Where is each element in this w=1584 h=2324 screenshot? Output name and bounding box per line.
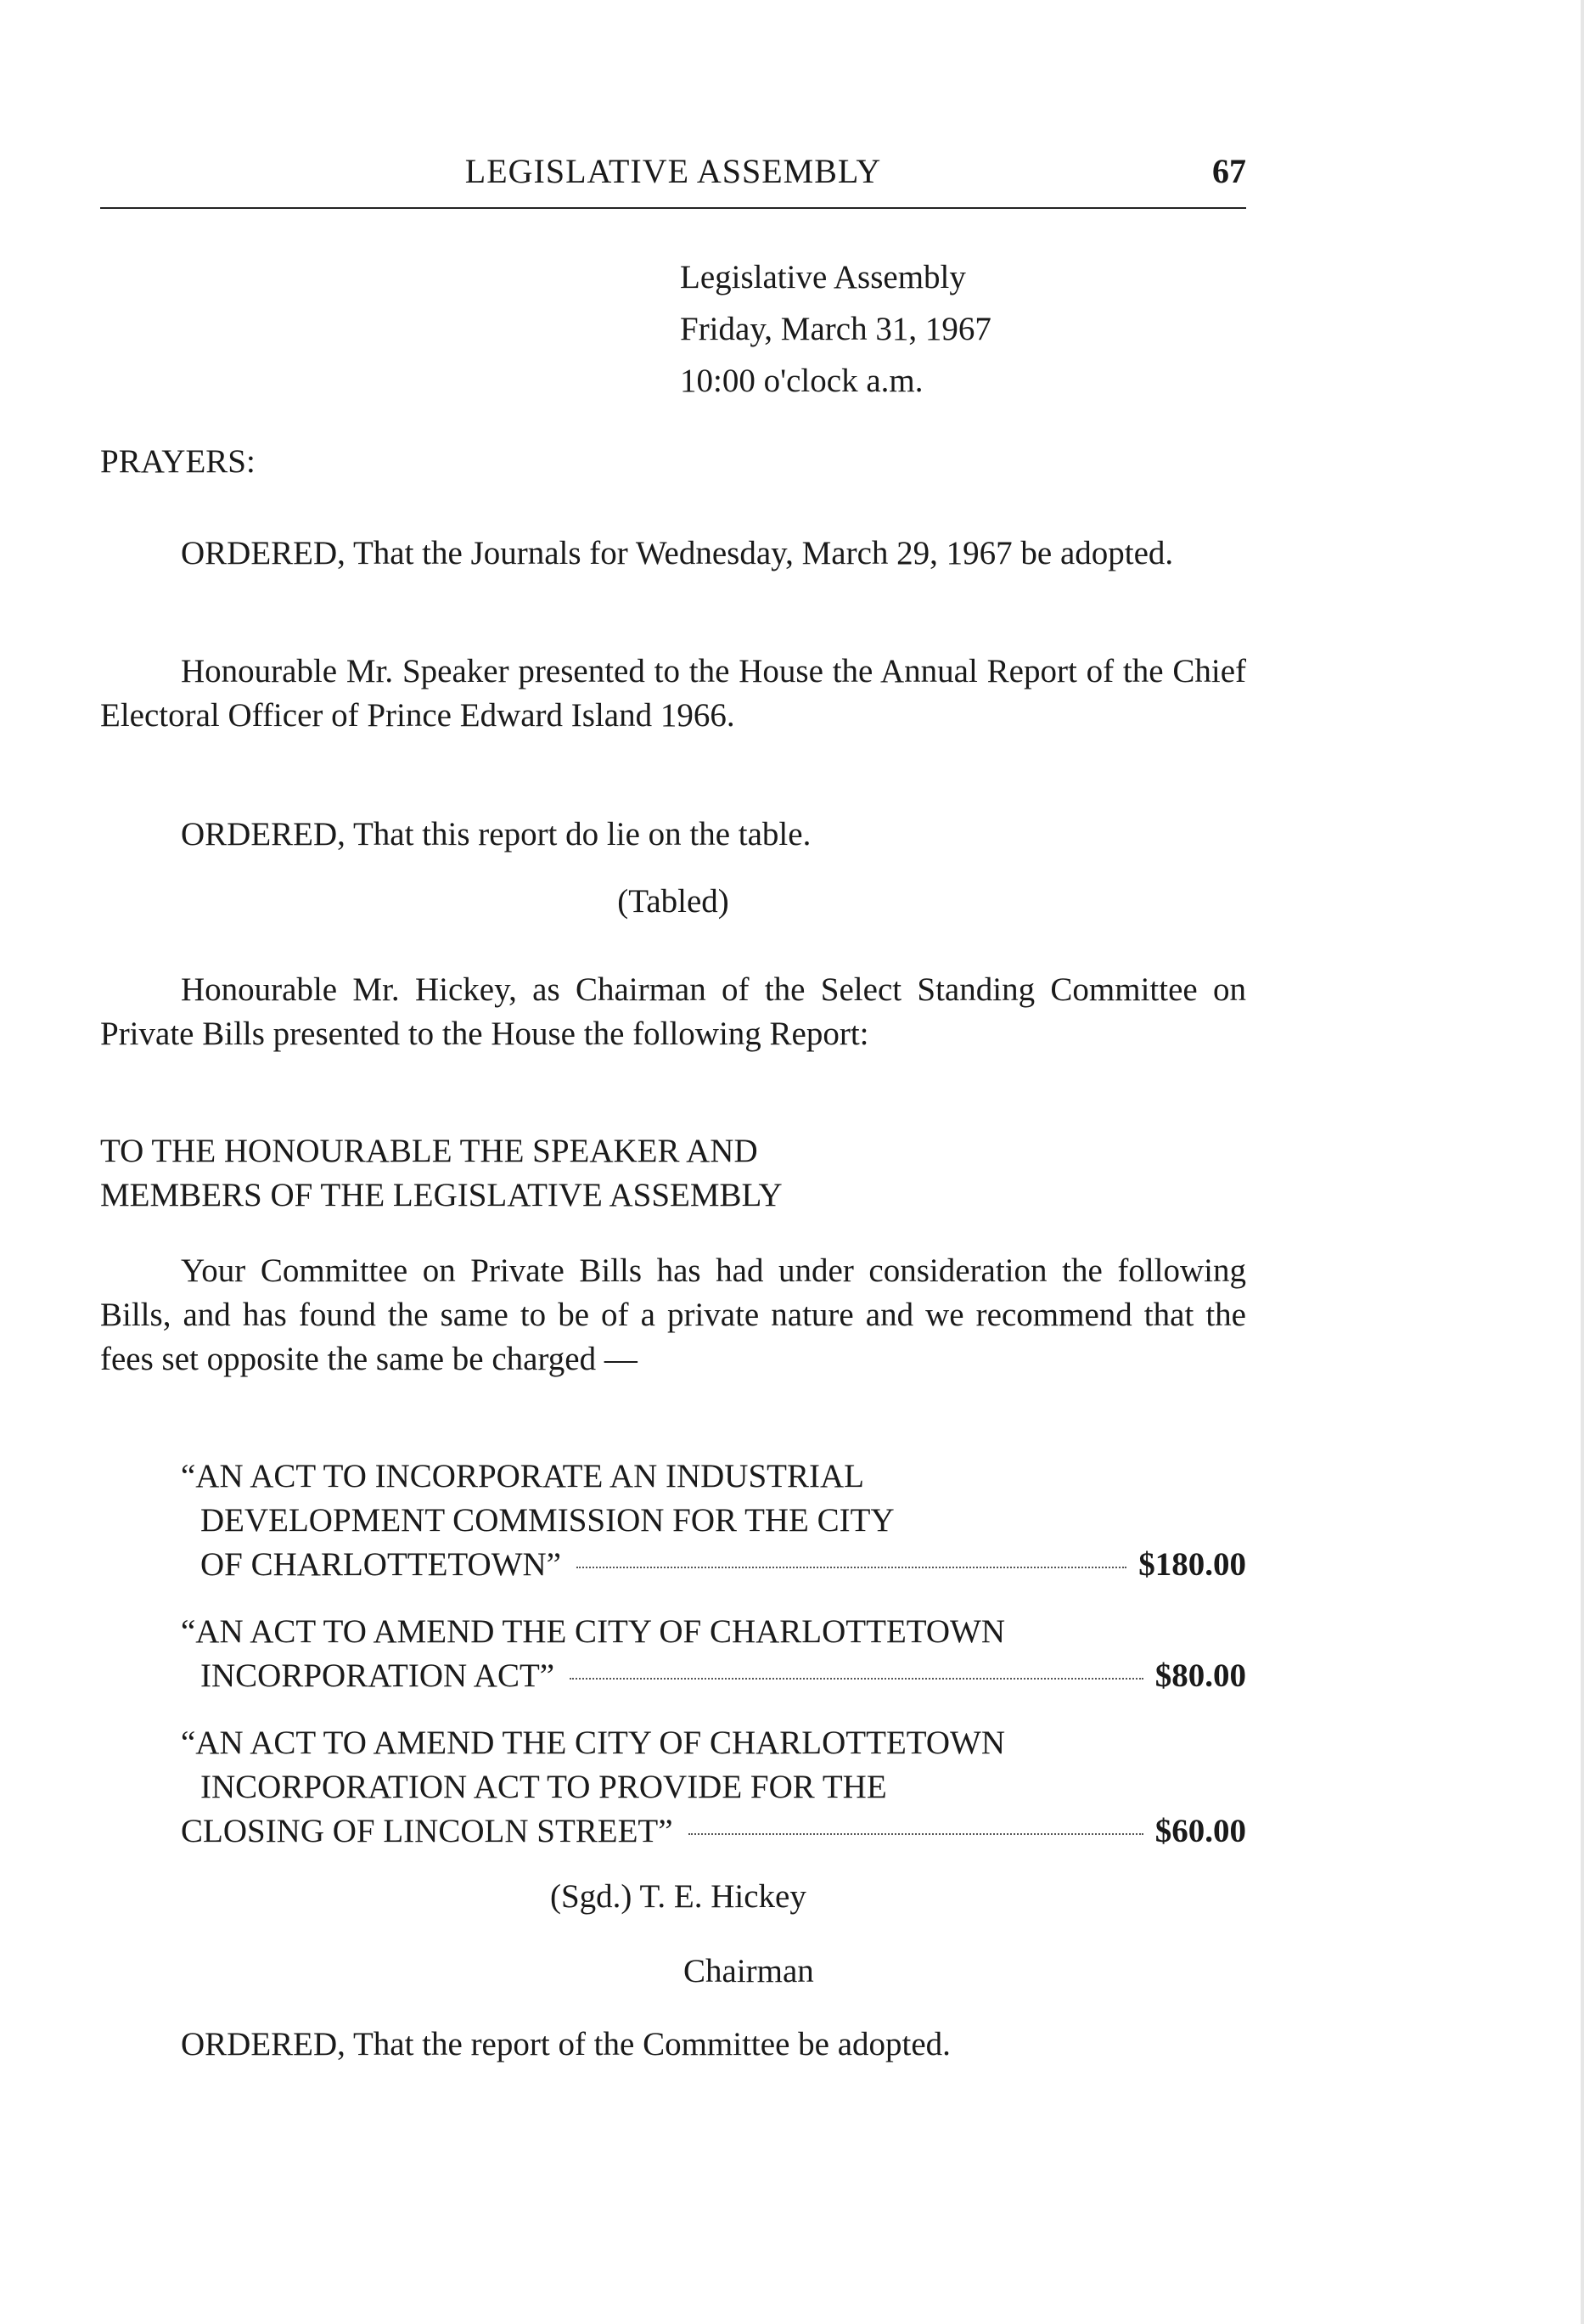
bill-fee: $60.00: [1154, 1813, 1246, 1849]
ordered-table-paragraph: ORDERED, That this report do lie on the table.: [181, 816, 812, 853]
bill-fee-line: [181, 1809, 1246, 1854]
bill-title-line: “AN ACT TO AMEND THE CITY OF CHARLOTTETOWN: [181, 1613, 1006, 1650]
document-page: [100, 0, 1246, 2324]
dot-leader: [576, 1567, 1126, 1568]
bill-title-line: INCORPORATION ACT TO PROVIDE FOR THE: [200, 1769, 887, 1805]
header-rule: [100, 207, 1246, 209]
dateline-time: 10:00 o'clock a.m.: [680, 363, 924, 399]
bill-fee: $180.00: [1138, 1546, 1246, 1583]
closing-paragraph: ORDERED, That the report of the Committee be adopted.: [181, 2026, 951, 2062]
bill-item: [181, 1721, 1246, 1854]
bill-item: [181, 1455, 1246, 1587]
bill-title-line: DEVELOPMENT COMMISSION FOR THE CITY: [200, 1502, 895, 1539]
report-address: [100, 1129, 1246, 1218]
signature-name: (Sgd.) T. E. Hickey: [550, 1878, 806, 1915]
prayers-heading: PRAYERS:: [100, 443, 256, 480]
bill-title-line: INCORPORATION ACT”: [200, 1657, 555, 1694]
page-number: 67: [1212, 152, 1246, 190]
bill-title-line: “AN ACT TO AMEND THE CITY OF CHARLOTTETOWN: [181, 1725, 1006, 1761]
bill-item: [181, 1610, 1246, 1698]
signature-title: Chairman: [683, 1953, 814, 1989]
bill-title-line: “AN ACT TO INCORPORATE AN INDUSTRIAL: [181, 1458, 864, 1494]
dot-leader: [688, 1833, 1143, 1835]
dot-leader: [570, 1678, 1143, 1680]
dateline-assembly: Legislative Assembly: [680, 259, 966, 295]
bill-title-line: OF CHARLOTTETOWN”: [200, 1546, 561, 1583]
page-header: [100, 151, 1246, 202]
bill-fee-line: [181, 1543, 1246, 1587]
dateline: [680, 251, 991, 407]
speaker-report-paragraph: Honourable Mr. Speaker presented to the House the Annual Report of the Chief Electoral Officer of Prince Edward Island 1966.: [100, 653, 1246, 734]
bill-title-line: CLOSING OF LINCOLN STREET”: [181, 1813, 673, 1849]
committee-paragraph: Your Committee on Private Bills has had under consideration the following Bills, and has found the same to be of a private nature and we recommend that the fees set opposite the same be charged —: [100, 1252, 1246, 1377]
page-edge-shadow: [1581, 0, 1584, 2324]
hickey-intro-paragraph: Honourable Mr. Hickey, as Chairman of the Select Standing Committee on Private Bills presented to the House the following Report:: [100, 971, 1246, 1052]
tabled-note: (Tabled): [617, 883, 729, 920]
address-line: TO THE HONOURABLE THE SPEAKER AND: [100, 1133, 758, 1169]
bill-fee-line: [181, 1654, 1246, 1698]
header-title: LEGISLATIVE ASSEMBLY: [464, 152, 882, 190]
bill-fee: $80.00: [1154, 1657, 1246, 1694]
ordered-journals-paragraph: ORDERED, That the Journals for Wednesday, March 29, 1967 be adopted.: [181, 535, 1174, 571]
address-line: MEMBERS OF THE LEGISLATIVE ASSEMBLY: [100, 1177, 783, 1213]
dateline-date: Friday, March 31, 1967: [680, 311, 991, 347]
